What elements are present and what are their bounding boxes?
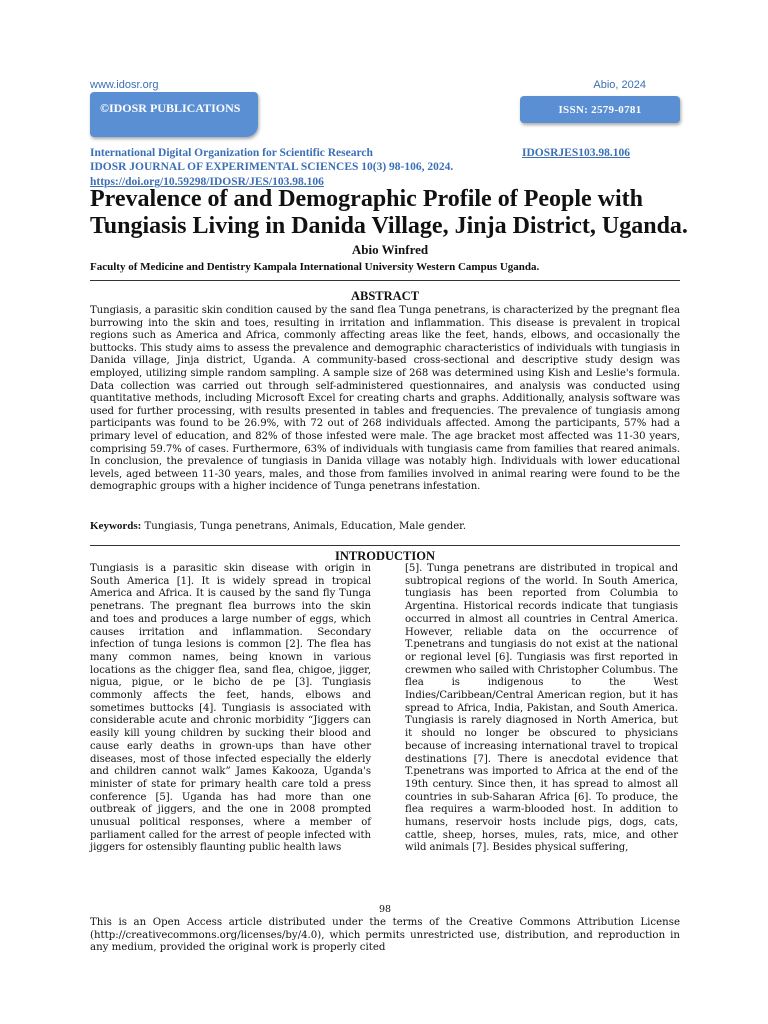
issn-badge-label: ISSN: 2579-0781: [558, 103, 642, 116]
license-notice: This is an Open Access article distributed under the terms of the Creative Commons Attribution License (http://creativecommons.org/licenses/by/4.0), which permits unrestricted use, distribution, and reproduction in any medium, provided the original work is properly cited: [90, 917, 680, 954]
site-url[interactable]: www.idosr.org: [90, 79, 159, 91]
header-date: Abio, 2024: [593, 79, 646, 91]
journal-citation: IDOSR JOURNAL OF EXPERIMENTAL SCIENCES 10(3) 98-106, 2024.: [90, 161, 454, 173]
article-code-link[interactable]: IDOSRJES103.98.106: [522, 147, 630, 159]
divider: [90, 280, 680, 281]
issn-badge: [520, 96, 680, 123]
organization-name: International Digital Organization for Scientific Research: [90, 147, 373, 159]
keywords-label: Keywords:: [90, 520, 142, 532]
keywords: [90, 520, 680, 534]
introduction-heading: INTRODUCTION: [334, 549, 435, 563]
page-number: 98: [378, 904, 392, 915]
publisher-badge-label: ©IDOSR PUBLICATIONS: [100, 101, 241, 115]
publisher-badge: [90, 92, 258, 137]
introduction-column-left: Tungiasis is a parasitic skin disease with origin in South America [1]. It is widely spread in tropical America and Africa. It is caused by the sand fly Tunga penetrans. The pregnant flea burrows into the skin and toes and produces a large number of eggs, which causes irritation and inflammation. Secondary infection of tunga lesions is common [2]. The flea has many common names, being known in various locations as the chigger flea, sand flea, chigoe, jigger, nigua, pigue, or le bicho de pe [3]. Tungiasis commonly affects the feet, hands, elbows and sometimes buttocks [4]. Tungiasis is associated with considerable acute and chronic morbidity “Jiggers can easily kill young children by sucking their blood and cause early deaths in grown-ups than have other diseases, most of those infected especially the elderly and children cannot walk” James Kakooza, Uganda's minister of state for primary health care told a press conference [5]. Uganda has had more than one outbreak of jiggers, and the one in 2008 prompted unusual political responses, where a member of parliament called for the arrest of people infected with jiggers for ostensibly flaunting public health laws: [90, 563, 371, 854]
abstract-heading: ABSTRACT: [350, 289, 420, 303]
author-affiliation: Faculty of Medicine and Dentistry Kampala International University Western Campus Uganda.: [90, 261, 540, 273]
abstract-text: Tungiasis, a parasitic skin condition caused by the sand flea Tunga penetrans, is characterized by the pregnant flea burrowing into the skin and toes, resulting in irritation and inflammation. This disease is prevalent in tropical regions such as America and Africa, commonly affecting areas like the feet, hands, elbows, and occasionally the buttocks. This study aims to assess the prevalence and demographic characteristics of individuals with tungiasis in Danida village, Jinja district, Uganda. A community-based cross-sectional and descriptive study design was employed, utilizing simple random sampling. A sample size of 268 was determined using Kish and Leslie's formula. Data collection was carried out through self-administered questionnaires, and analysis was conducted using quantitative methods, including Microsoft Excel for creating charts and graphs. Additionally, analysis software was used for further processing, with results presented in tables and frequencies. The prevalence of tungiasis among participants was found to be 26.9%, with 72 out of 268 individuals affected. Among the participants, 57% had a primary level of education, and 82% of those infested were male. The age bracket most affected was 11-30 years, comprising 59.7% of cases. Furthermore, 63% of individuals with tungiasis came from families that reared animals. In conclusion, the prevalence of tungiasis in Danida village was notably high. Individuals with lower educational levels, aged between 11-30 years, males, and those from families involved in animal rearing were found to be the demographic groups with a higher incidence of Tunga penetrans infestation.: [90, 305, 680, 493]
keywords-list: Tungiasis, Tunga penetrans, Animals, Education, Male gender.: [144, 521, 467, 532]
divider: [90, 545, 680, 546]
introduction-column-right: [5]. Tunga penetrans are distributed in tropical and subtropical regions of the world. In South America, tungiasis has been reported from Columbia to Argentina. Historical records indicate that tungiasis occurred in almost all countries in Central America. However, reliable data on the occurrence of T.penetrans and tungiasis do not exist at the national or regional level [6]. Tungiasis was first reported in crewmen who sailed with Christopher Columbus. The flea is indigenous to the West Indies/Caribbean/Central American region, but it has spread to Africa, India, Pakistan, and South America. Tungiasis is rarely diagnosed in North America, but it should no longer be obscured to physicians because of increasing international travel to tropical destinations [7]. There is anecdotal evidence that T.penetrans was imported to Africa at the end of the 19th century. Since then, it has spread to almost all countries in sub-Saharan Africa [6]. To produce, the flea requires a warm-blooded host. In addition to humans, reservoir hosts include pigs, dogs, cats, cattle, sheep, horses, mules, rats, mice, and other wild animals [7]. Besides physical suffering,: [405, 563, 678, 854]
article-title: Prevalence of and Demographic Profile of People with Tungiasis Living in Danida Village, Jinja District, Uganda.: [90, 186, 688, 239]
author-name: Abio Winfred: [351, 242, 429, 257]
doi-link[interactable]: https://doi.org/10.59298/IDOSR/JES/103.98.106: [90, 176, 324, 188]
